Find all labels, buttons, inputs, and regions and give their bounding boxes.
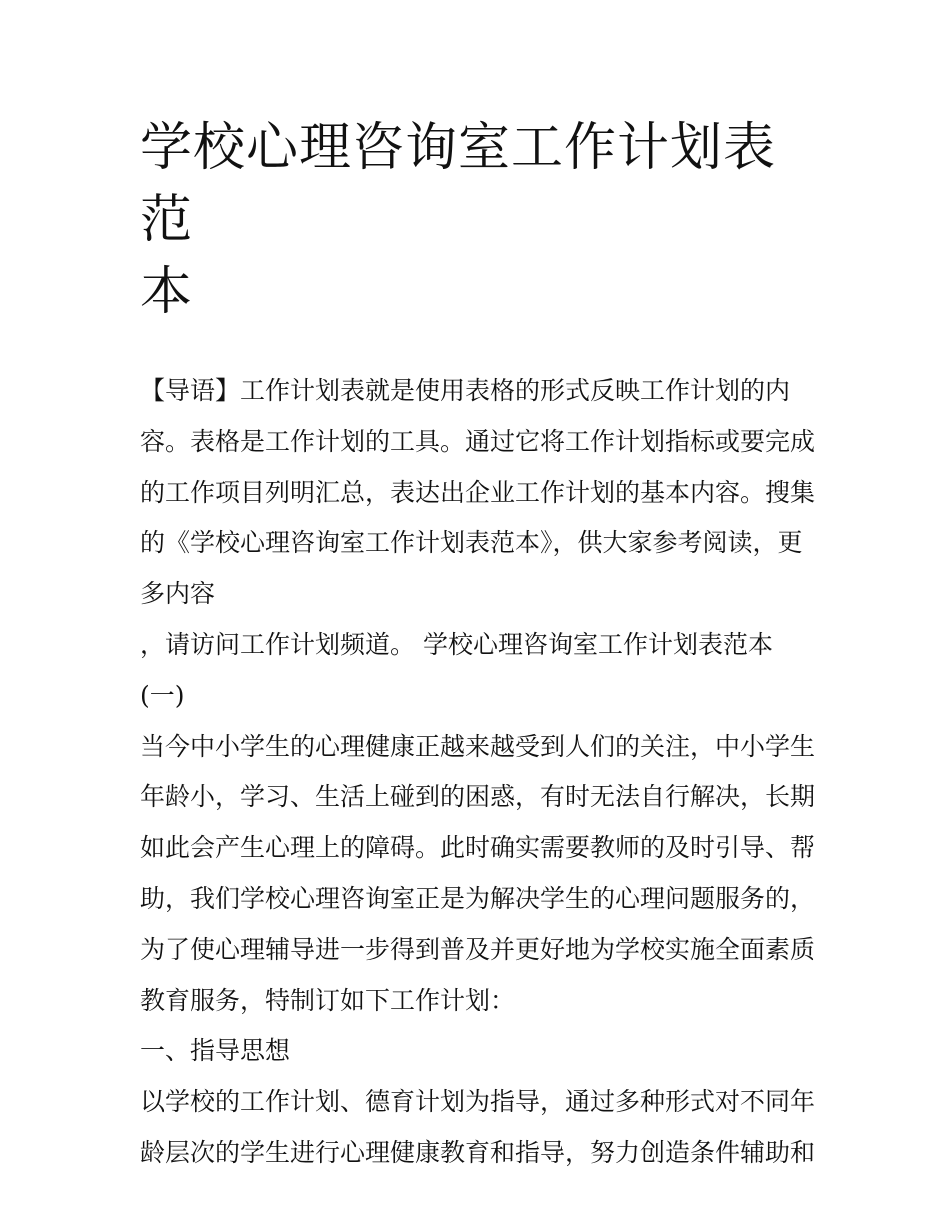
document-title — [140, 112, 815, 328]
paragraph-line: 为了使心理辅导进一步得到普及并更好地为学校实施全面素质 — [140, 934, 816, 964]
paragraph-line: ，请访问工作计划频道。 学校心理咨询室工作计划表范本 — [140, 629, 773, 659]
paragraph-line: 龄层次的学生进行心理健康教育和指导，努力创造条件辅助和 — [140, 1137, 816, 1167]
paragraph-line: 多内容 — [140, 579, 216, 609]
document-body — [140, 366, 815, 1179]
section-number: (一) — [140, 680, 185, 710]
paragraph-line: 教育服务，特制订如下工作计划： — [140, 985, 516, 1015]
paragraph-line: 当今中小学生的心理健康正越来越受到人们的关注，中小学生 — [140, 731, 816, 761]
title-line-2: 本 — [140, 262, 194, 322]
paragraph-line: 助，我们学校心理咨询室正是为解决学生的心理问题服务的， — [140, 883, 816, 913]
paragraph-line: 容。表格是工作计划的工具。通过它将工作计划指标或要完成 — [140, 426, 816, 456]
section-heading: 一、指导思想 — [140, 1036, 291, 1066]
paragraph-line: 【导语】工作计划表就是使用表格的形式反映工作计划的内 — [140, 376, 791, 405]
paragraph-line: 年龄小，学习、生活上碰到的困惑，有时无法自行解决，长期 — [140, 782, 816, 812]
paragraph-line: 的工作项目列明汇总，表达出企业工作计划的基本内容。搜集 — [140, 477, 816, 507]
paragraph-line: 的《学校心理咨询室工作计划表范本》，供大家参考阅读，更 — [140, 528, 803, 558]
paragraph-line: 以学校的工作计划、德育计划为指导，通过多种形式对不同年 — [140, 1087, 816, 1117]
title-line-1: 学校心理咨询室工作计划表范 — [140, 118, 777, 250]
paragraph-line: 如此会产生心理上的障碍。此时确实需要教师的及时引导、帮 — [140, 833, 816, 863]
document-page — [140, 112, 815, 1179]
